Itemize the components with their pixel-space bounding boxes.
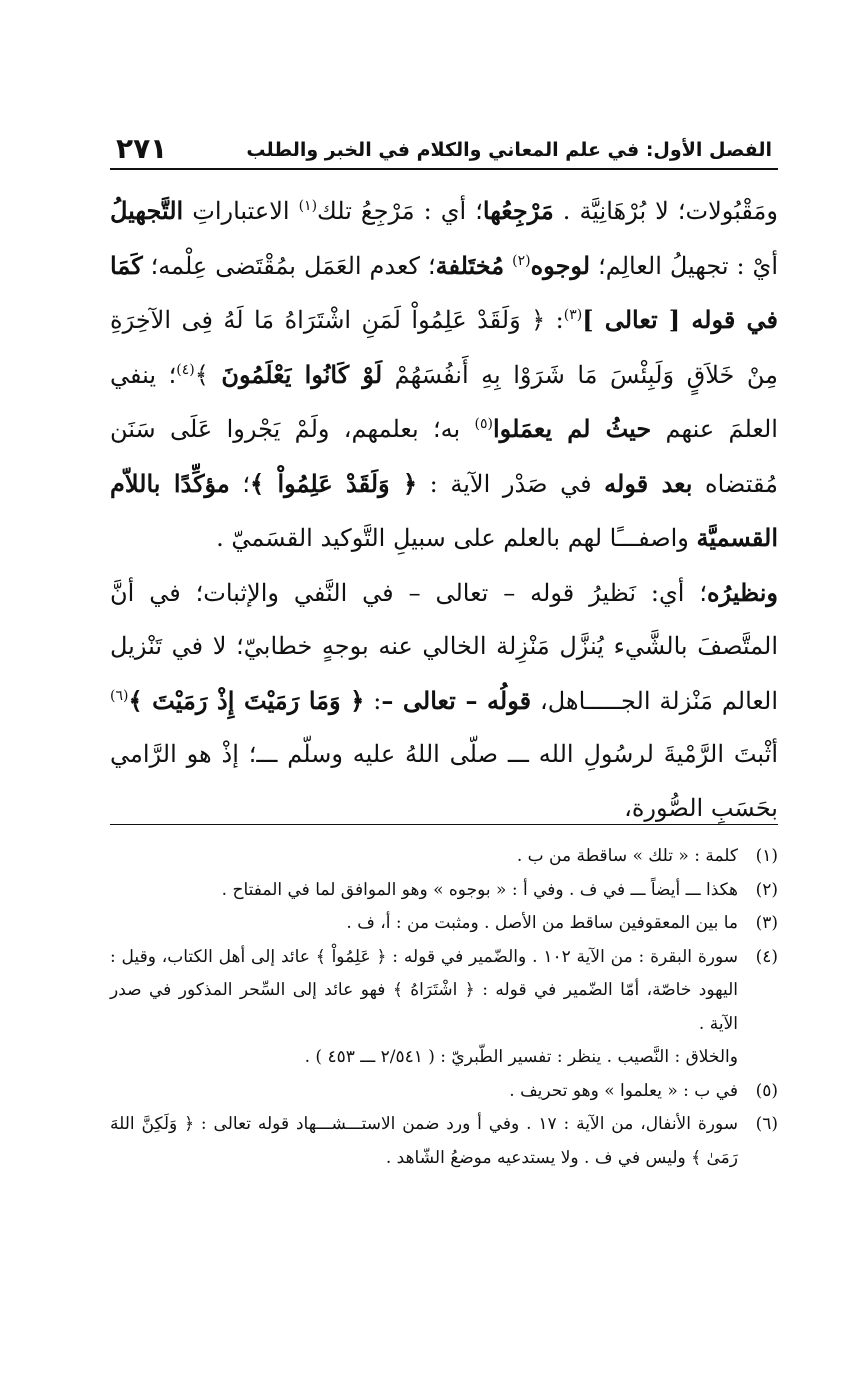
footnote-ref: (٦): [110, 687, 129, 704]
footnote-line: والخلاق : النَّصيب . ينظر : تفسير الطّبريّ : ( ٢/٥٤١ ـــ ٤٥٣ ) .: [304, 1047, 738, 1067]
text-run: ومَقْبُولات؛ لا بُرْهَانِيَّة .: [553, 197, 778, 225]
bold-text: ﴿ وَلَقَدْ عَلِمُواْ ﴾: [250, 468, 418, 498]
text-run: في صَدْر الآية :: [417, 469, 605, 498]
footnote-line: سورة البقرة : من الآية ١٠٢ . والضّمير في قوله : ﴿ عَلِمُواْ ﴾ عائد إلى أهل الكتاب، وقيل : اليهود خاصّة، أمّا الضّمير في قوله : ﴿ اشْتَرَاهُ ﴾ فهو عائد إلى السِّحر المذكور في صدر الآية .: [110, 946, 738, 1034]
footnote-number: (٢): [755, 879, 778, 900]
footnote-ref: (٥): [474, 416, 493, 432]
footnote-text: [110, 840, 738, 874]
footnote: [110, 1075, 778, 1109]
bold-text: مؤكِّدًا باللاّم القسميَّة: [110, 468, 778, 552]
text-run: ؛ كعدم العَمَل بمُقْتَضى عِلْمه؛: [142, 251, 436, 280]
footnote-ref: (١): [298, 198, 318, 214]
footnote-rule: [110, 824, 778, 825]
bold-text: لوجوه: [530, 250, 591, 280]
footnote-number: (٦): [755, 1114, 778, 1134]
footnote: [110, 941, 778, 1075]
footnote-number: (٥): [755, 1080, 778, 1101]
text-run: : ﴿ وَلَقَدْ عَلِمُواْ لَمَنِ اشْتَرَاهُ مَا لَهُ فِى الآخِرَةِ مِنْ خَلاَقٍ وَلَبِئْسَ مَا شَرَوْا بِهِ أَنفُسَهُمْ: [110, 306, 779, 389]
footnote: [110, 840, 778, 874]
footnote-line: سورة الأنفال، من الآية : ١٧ . وفي أ ورد ضمن الاستـــشـــهاد قوله تعالى : ﴿ وَلَكِنَّ اللهَ رَمَىٰ ﴾ وليس في ف . ولا يستدعيه موضعُ الشّاهد .: [110, 1114, 738, 1168]
book-page: [110, 128, 779, 1168]
footnote-line: ما بين المعقوفين ساقط من الأصل . ومثبت من : أ، ف .: [346, 913, 738, 933]
bold-text: ونظيرُه: [706, 577, 778, 607]
footnote: [110, 907, 778, 941]
footnote-text: [110, 941, 738, 1075]
page-number: ٢٧١: [116, 132, 168, 165]
text-run: أثْبتَ الرَّمْيةَ لرسُولِ الله ـــ صلّى اللهُ عليه وسلّم ـــ؛ إذْ هو الرَّامي بحَسَبِ الصُّورة،: [110, 740, 778, 822]
text-run: ؛: [229, 469, 251, 498]
footnote-number: (٣): [755, 913, 778, 933]
footnote-number: (٤): [755, 946, 778, 967]
paragraph: [110, 566, 778, 836]
text-run: به؛ بعلمهم، ولَمْ يَجْروا عَلَى سَنَن مُقتضاه: [110, 415, 778, 498]
footnote-line: هكذا ـــ أيضاً ـــ في ف . وفي أ : « بوجوه » وهو الموافق لما في المفتاح .: [221, 879, 738, 900]
bold-text: ﴿ وَمَا رَمَيْتَ إِذْ رَمَيْتَ ﴾: [128, 685, 365, 715]
footnote: [110, 874, 778, 908]
text-run: ﴾: [194, 360, 222, 389]
text-run: واصفـــًا لهم بالعلم على سبيلِ التَّوكيد القسَميّ .: [216, 524, 697, 552]
text-run: [504, 252, 512, 280]
main-text: [110, 184, 778, 835]
bold-text: مُختَلفة: [435, 250, 505, 280]
bold-text: لَوْ كَانُوا يَعْلَمُونَ: [221, 359, 383, 389]
footnote-text: [110, 874, 738, 908]
text-run: الاعتباراتِ: [183, 197, 299, 225]
footnote-ref: (٣): [563, 307, 583, 323]
footnote-line: كلمة : « تلك » ساقطة من ب .: [516, 846, 738, 866]
bold-text: كَمَا في قوله [ تعالى ]: [110, 250, 779, 334]
bold-text: التَّجهيلُ: [110, 196, 184, 225]
footnote-text: [110, 1075, 738, 1109]
footnote: [110, 1108, 778, 1175]
footnote-text: [110, 1108, 738, 1175]
footnote-text: [110, 907, 738, 941]
text-run: ؛ أي : مَرْجِعُ تلك: [317, 197, 483, 225]
text-run: ؛ ينفي العلمَ عنهم: [110, 360, 778, 443]
paragraph: [110, 184, 778, 566]
header-rule: [110, 168, 778, 170]
chapter-title: الفصل الأول: في علم المعاني والكلام في الخبر والطلب: [246, 139, 772, 161]
footnote-number: (١): [755, 846, 778, 866]
footnotes: [110, 840, 778, 1175]
bold-text: حيثُ لم يعمَلوا: [493, 414, 652, 443]
footnote-line: في ب : « يعلموا » وهو تحريف .: [509, 1080, 738, 1101]
text-run: :: [364, 686, 382, 715]
bold-text: قولُه – تعالى –: [381, 685, 532, 715]
footnote-ref: (٢): [512, 252, 531, 269]
footnote-ref: (٤): [176, 361, 195, 378]
bold-text: بعد قوله: [604, 468, 693, 498]
running-header: [110, 128, 778, 166]
text-run: ؛ أي: نَظيرُ قوله – تعالى – في النَّفي والإثبات؛ في أنَّ المتَّصفَ بالشَّيء يُنزَّل مَنْزِلة الخالي عنه بوجهٍ خطابيّ؛ لا في تَنْزيل العالم مَنْزلة الجـــــاهل،: [110, 578, 778, 715]
text-run: أيْ : تجهيلُ العالِم؛: [590, 251, 778, 280]
bold-text: مَرْجِعُها: [482, 196, 554, 225]
